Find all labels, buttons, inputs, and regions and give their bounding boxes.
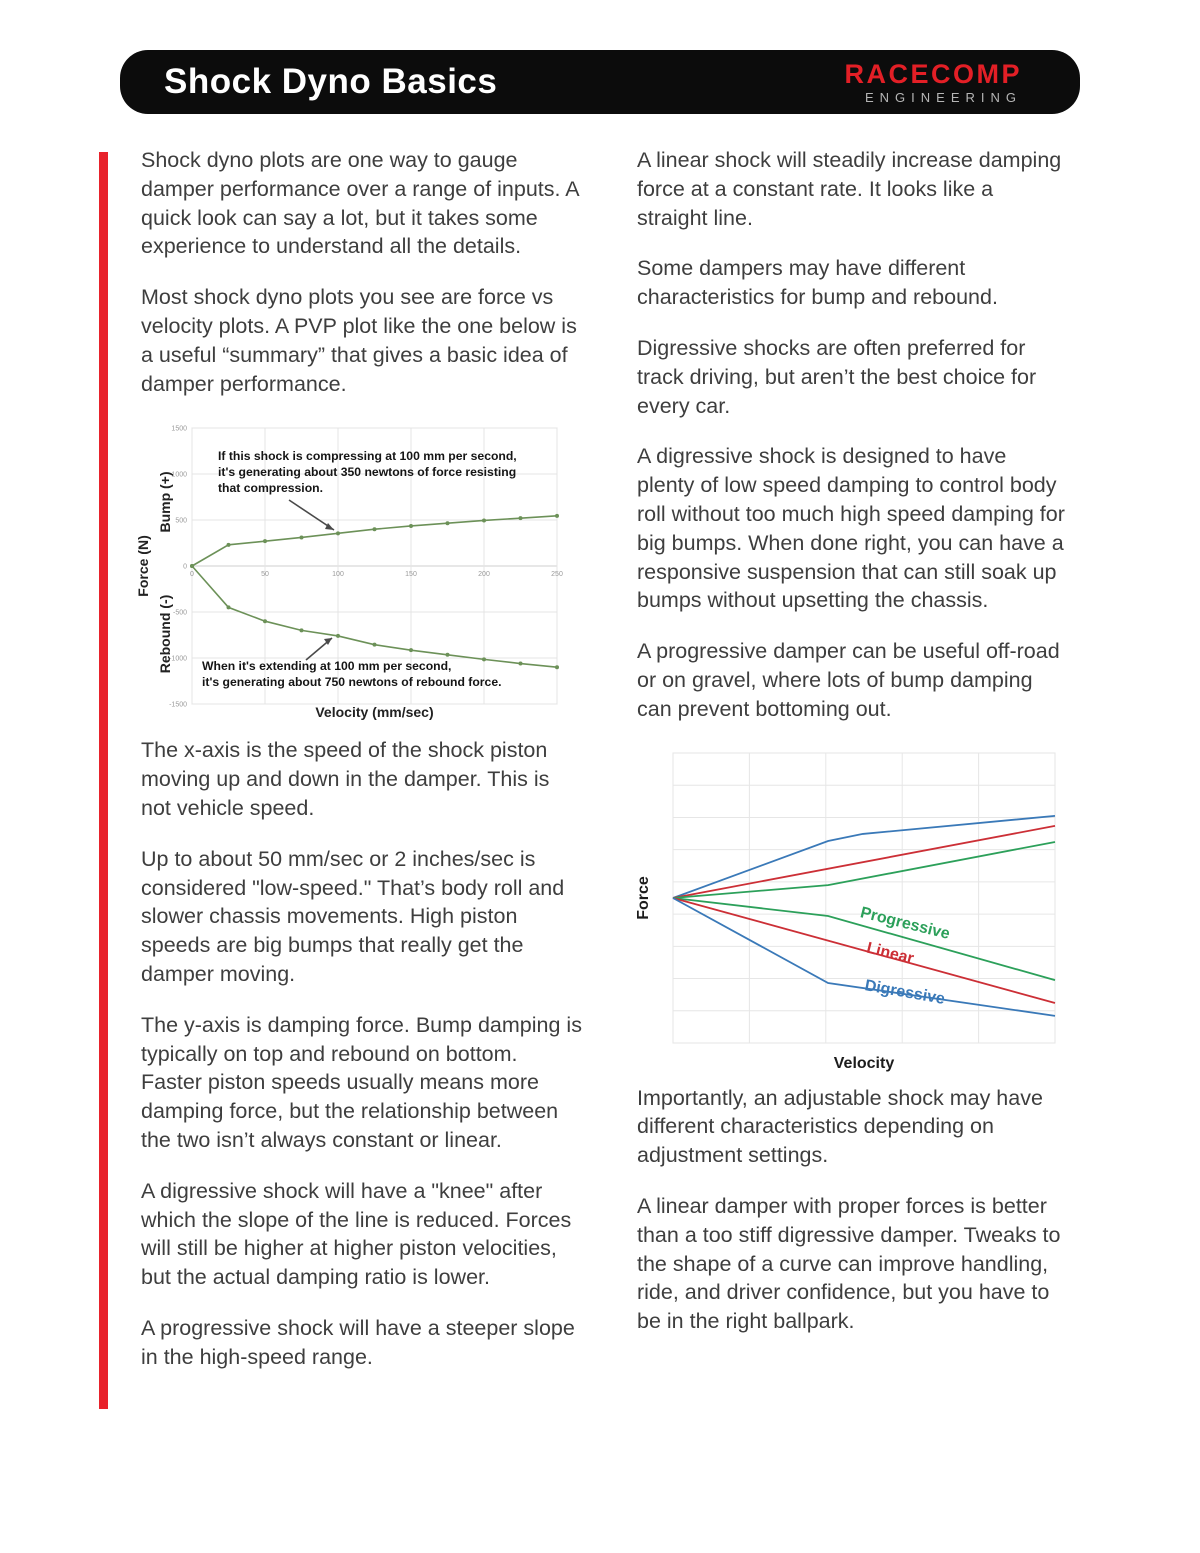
svg-text:Linear: Linear [864, 939, 916, 968]
svg-text:1500: 1500 [171, 425, 187, 433]
svg-text:200: 200 [478, 571, 490, 579]
paragraph: A progressive shock will have a steeper slope in the high-speed range. [141, 1315, 575, 1369]
paragraph: Importantly, an adjustable shock may have different characteristics depending on adjustment settings. [637, 1085, 1043, 1168]
paragraph: The x-axis is the speed of the shock piston moving up and down in the damper. This is not vehicle speed. [141, 738, 550, 820]
paragraph: A linear damper with proper forces is better than a too stiff digressive damper. Tweaks to the shape of a curve can improve handling, ride, and driver confidence, but you have to be in the right ballpark. [637, 1193, 1061, 1334]
svg-text:that compression.: that compression. [218, 481, 323, 496]
paragraph: A progressive damper can be useful off-road or on gravel, where lots of bump damping can prevent bottoming out. [637, 639, 1060, 721]
svg-text:Bump (+): Bump (+) [157, 471, 173, 533]
svg-text:-1000: -1000 [169, 655, 187, 663]
damper-types-chart [635, 746, 1065, 1076]
racecomp-logo [844, 58, 1080, 105]
paragraph: A digressive shock will have a "knee" after which the slope of the line is reduced. Forces will still be higher at higher piston velocities, but the actual damping ratio is lower. [141, 1178, 572, 1290]
logo-line2: ENGINEERING [864, 89, 1022, 105]
right-column [637, 146, 1069, 1358]
left-column [135, 146, 584, 1394]
logo-line1: RACECOMP [844, 58, 1022, 89]
svg-text:Velocity (mm/sec): Velocity (mm/sec) [315, 704, 434, 721]
svg-text:If this shock is compressing a: If this shock is compressing at 100 mm per second, [218, 449, 517, 464]
svg-text:500: 500 [175, 517, 187, 525]
pvp-chart [134, 420, 564, 720]
svg-text:100: 100 [332, 571, 344, 579]
paragraph: Shock dyno plots are one way to gauge damper performance over a range of inputs. A quick look can say a lot, but it takes some experience to understand all the details. [141, 148, 579, 259]
svg-text:0: 0 [190, 571, 194, 579]
header-bar [120, 50, 1080, 114]
paragraph: Most shock dyno plots you see are force vs velocity plots. A PVP plot like the one below is a useful “summary” that gives a basic idea of damper performance. [141, 285, 577, 396]
page-title: Shock Dyno Basics [164, 62, 498, 101]
svg-text:Rebound (-): Rebound (-) [157, 595, 173, 674]
svg-text:150: 150 [405, 571, 417, 579]
paragraph: A digressive shock is designed to have plenty of low speed damping to control body roll without too much high speed damping for big bumps. When done right, you can have a responsive suspension that can still soak up bumps without upsetting the chassis. [637, 444, 1065, 613]
svg-text:50: 50 [261, 571, 269, 579]
svg-text:0: 0 [183, 563, 187, 571]
svg-text:Force: Force [635, 875, 652, 920]
svg-text:it's generating about 750 newt: it's generating about 750 newtons of rebound force. [202, 675, 502, 690]
paragraph: Digressive shocks are often preferred for track driving, but aren’t the best choice for every car. [637, 335, 1037, 418]
svg-text:Velocity: Velocity [833, 1054, 895, 1072]
svg-text:-1500: -1500 [169, 701, 187, 709]
left-accent-bar [99, 152, 108, 1409]
paragraph: The y-axis is damping force. Bump damping is typically on top and rebound on bottom. Faster piston speeds usually means more damping force, but the relationship between the two isn’t always constant or linear. [141, 1012, 582, 1152]
svg-text:Progressive: Progressive [858, 903, 952, 943]
svg-text:1000: 1000 [171, 471, 187, 479]
paragraph: Up to about 50 mm/sec or 2 inches/sec is considered "low-speed." That’s body roll and slower chassis movements. High piston speeds are big bumps that really get the damper moving. [141, 846, 565, 986]
svg-text:250: 250 [551, 571, 563, 579]
svg-text:Digressive: Digressive [863, 976, 947, 1008]
paragraph: Some dampers may have different characteristics for bump and rebound. [637, 256, 998, 310]
svg-text:When it's extending at 100 mm: When it's extending at 100 mm per second, [202, 659, 452, 674]
svg-text:Force (N): Force (N) [135, 535, 151, 598]
svg-text:-500: -500 [172, 609, 187, 617]
paragraph: A linear shock will steadily increase damping force at a constant rate. It looks like a straight line. [637, 148, 1062, 230]
svg-text:it's generating about 350 newt: it's generating about 350 newtons of force resisting [218, 465, 517, 480]
